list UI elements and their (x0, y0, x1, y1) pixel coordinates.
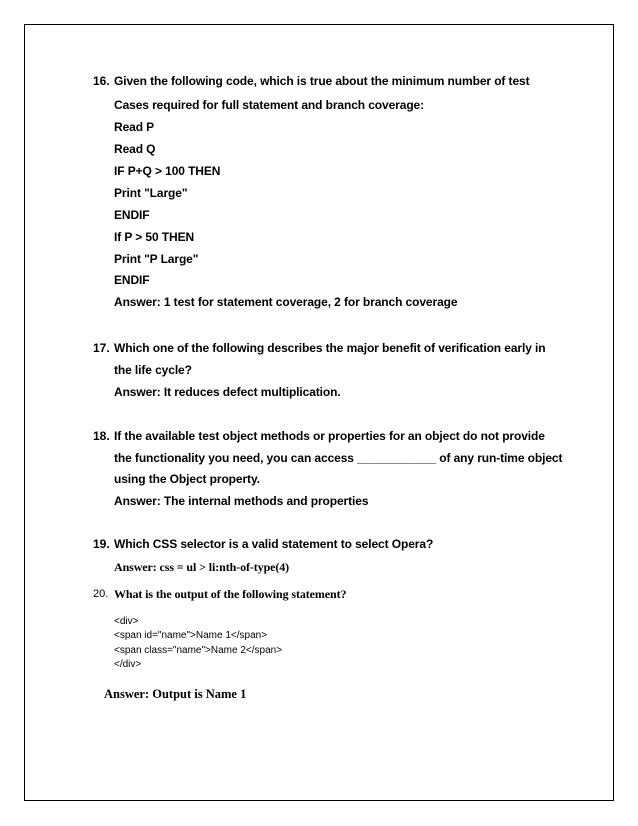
question-text: Which one of the following describes the major benefit of verification early in (114, 341, 546, 355)
code-line: ENDIF (114, 273, 150, 287)
code-line: If P > 50 THEN (114, 230, 195, 244)
code-line: Read Q (114, 142, 156, 156)
question-text: Given the following code, which is true about the minimum number of test (114, 74, 530, 88)
question-number: 19. (93, 537, 110, 551)
question-number: 20. (93, 588, 109, 600)
question-text: Which CSS selector is a valid statement to select Opera? (114, 537, 434, 551)
question-text: Cases required for full statement and branch coverage: (114, 98, 425, 112)
code-line: Read P (114, 120, 155, 134)
answer-text: Answer: Output is Name 1 (104, 687, 247, 701)
answer-text: Answer: It reduces defect multiplication. (114, 385, 341, 399)
code-line: </div> (114, 659, 142, 670)
page-border (24, 24, 614, 801)
answer-text: Answer: css = ul > li:nth-of-type(4) (114, 560, 290, 574)
question-text: If the available test object methods or properties for an object do not provide (114, 429, 545, 443)
question-text: using the Object property. (114, 472, 260, 486)
code-line: <span class="name">Name 2</span> (114, 645, 283, 656)
question-number: 17. (93, 341, 110, 355)
code-line: Print "Large" (114, 186, 188, 200)
question-text: the life cycle? (114, 363, 192, 377)
code-line: ENDIF (114, 208, 150, 222)
code-line: <span id="name">Name 1</span> (114, 630, 268, 641)
code-line: IF P+Q > 100 THEN (114, 164, 221, 178)
question-number: 18. (93, 429, 110, 443)
answer-text: Answer: The internal methods and properties (114, 494, 369, 508)
code-line: <div> (114, 616, 139, 627)
question-text: the functionality you need, you can access ____________ of any run-time object (114, 451, 563, 465)
code-line: Print "P Large" (114, 252, 199, 266)
answer-text: Answer: 1 test for statement coverage, 2 for branch coverage (114, 295, 458, 309)
question-text: What is the output of the following statement? (114, 587, 347, 601)
question-number: 16. (93, 74, 110, 88)
